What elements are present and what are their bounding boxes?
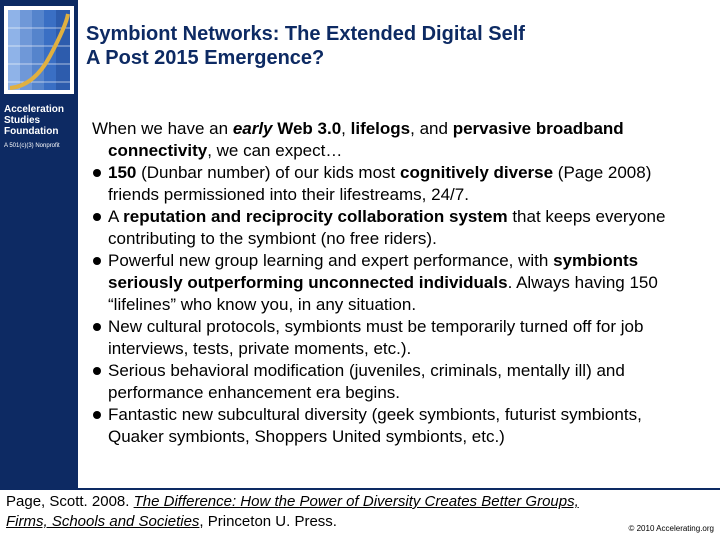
bullet-item <box>92 206 702 250</box>
footer-divider <box>0 488 720 490</box>
org-name-line: Acceleration <box>4 104 65 115</box>
bullet-emphasis: 150 <box>108 163 137 182</box>
sidebar <box>0 0 78 488</box>
intro-emphasis: Web 3.0 <box>272 119 342 138</box>
intro-emphasis: pervasive broadband connectivity <box>108 119 624 160</box>
bullet-dot-icon <box>93 367 101 375</box>
bullet-text: Serious behavioral modification (juveniles, criminals, mentally ill) and performance enhancement era begins. <box>108 361 625 402</box>
intro-text: , we can expect… <box>207 141 343 160</box>
bullet-dot-icon <box>93 257 101 265</box>
intro-paragraph <box>92 118 702 162</box>
bullet-emphasis: reputation and reciprocity collaboration system <box>123 207 508 226</box>
intro-text: When we have an <box>92 119 233 138</box>
citation-text: Page, Scott. 2008. <box>6 493 134 510</box>
bullet-emphasis: symbionts seriously outperforming unconnected individuals <box>108 251 639 292</box>
bullet-text: (Page 2008) friends permissioned into their lifestreams, 24/7. <box>108 163 652 204</box>
bullet-dot-icon <box>93 323 101 331</box>
bullet-text: Powerful new group learning and expert performance, with <box>108 251 554 270</box>
intro-text: , <box>341 119 351 138</box>
bullet-text: New cultural protocols, symbionts must be temporarily turned off for job interviews, tests, private moments, etc.). <box>108 317 644 358</box>
bullet-dot-icon <box>93 213 101 221</box>
intro-emphasis: early <box>232 119 273 138</box>
bullet-list <box>92 162 702 448</box>
title-line-1: Symbiont Networks: The Extended Digital Self <box>86 23 525 45</box>
bullet-emphasis: cognitively diverse <box>399 163 554 182</box>
slide-body <box>92 118 702 448</box>
org-tagline: A 501(c)(3) Nonprofit <box>4 143 60 149</box>
reference-citation <box>6 492 606 532</box>
bullet-text: (Dunbar number) of our kids most <box>136 163 400 182</box>
citation-text: , Princeton U. Press. <box>199 513 337 530</box>
bullet-text: Fantastic new subcultural diversity (geek symbionts, futurist symbionts, Quaker symbionts, Shoppers United symbionts, etc.) <box>108 405 642 446</box>
bullet-item <box>92 162 702 206</box>
bullet-text: A <box>108 207 124 226</box>
intro-text: , and <box>410 119 453 138</box>
book-title: The Difference: How the Power of Diversity Creates Better Groups, Firms, Schools and Societies <box>6 493 579 530</box>
org-name-line: Studies <box>4 115 41 126</box>
bullet-item <box>92 250 702 316</box>
bullet-text: that keeps everyone contributing to the symbiont (no free riders). <box>108 207 666 248</box>
bullet-item <box>92 316 702 360</box>
bullet-dot-icon <box>93 411 101 419</box>
bullet-item <box>92 404 702 448</box>
bullet-item <box>92 360 702 404</box>
title-line-2: A Post 2015 Emergence? <box>86 47 325 69</box>
foundation-logo-icon <box>4 6 74 94</box>
bullet-dot-icon <box>93 169 101 177</box>
copyright-notice: © 2010 Accelerating.org <box>628 524 714 533</box>
org-name-line: Foundation <box>4 126 59 137</box>
bullet-text: . Always having 150 “lifelines” who know you, in any situation. <box>108 273 658 314</box>
slide-title <box>86 22 686 70</box>
intro-emphasis: lifelogs <box>350 119 411 138</box>
org-name <box>4 104 76 137</box>
